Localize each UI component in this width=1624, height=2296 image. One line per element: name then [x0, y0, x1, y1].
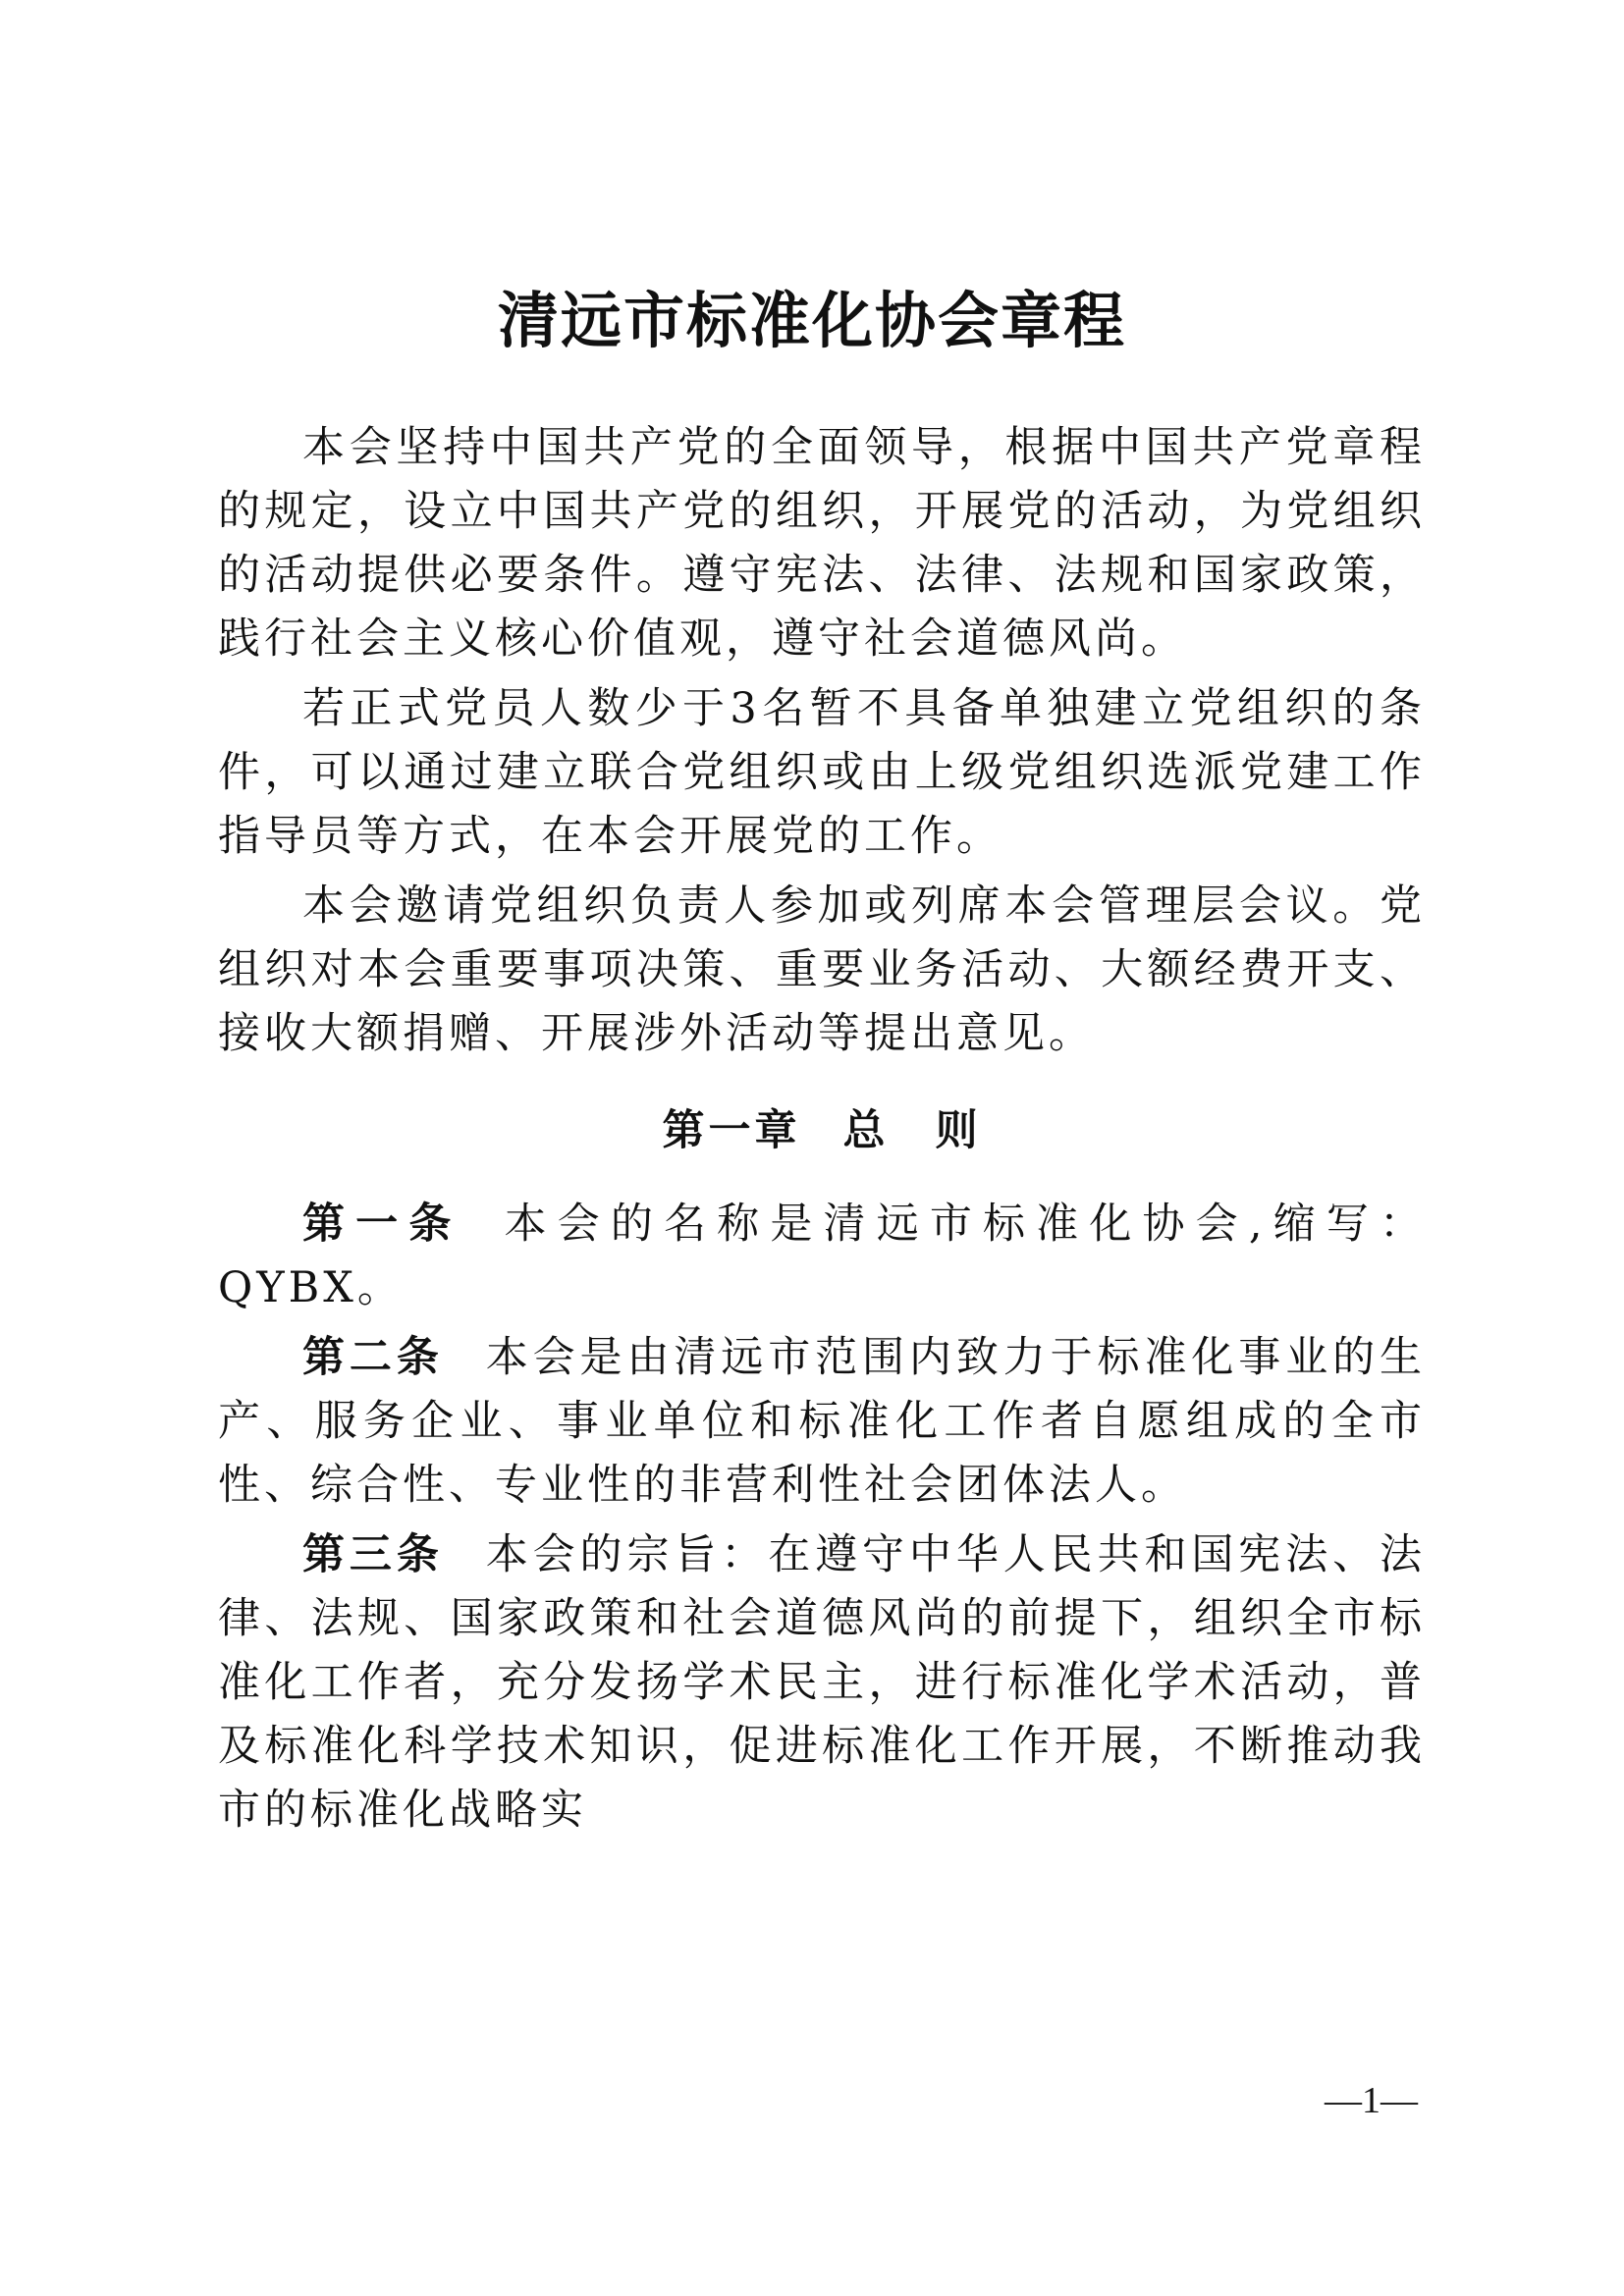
preamble-paragraph-1: 本会坚持中国共产党的全面领导，根据中国共产党章程的规定，设立中国共产党的组织，开展党的活动，为党组织的活动提供必要条件。遵守宪法、法律、法规和国家政策，践行社会主义核心价值观，遵守社会道德风尚。 [218, 423, 1426, 664]
article-2 [218, 1326, 1426, 1518]
chapter-name: 总 则 [842, 1106, 982, 1155]
preamble-paragraph-3: 本会邀请党组织负责人参加或列席本会管理层会议。党组织对本会重要事项决策、重要业务活动、大额经费开支、接收大额捐赠、开展涉外活动等提出意见。 [218, 881, 1426, 1058]
article-1-text: 本会的名称是清远市标准化协会,缩写：QYBX。 [218, 1200, 1426, 1312]
article-1 [218, 1193, 1426, 1320]
article-2-text: 本会是由清远市范围内致力于标准化事业的生产、服务企业、事业单位和标准化工作者自愿组成的全市性、综合性、专业性的非营利性社会团体法人。 [218, 1333, 1427, 1510]
document-title: 清远市标准化协会章程 [497, 285, 1126, 356]
chapter-heading [218, 1099, 1426, 1163]
article-1-label: 第一条 [302, 1200, 462, 1249]
chapter-number: 第一章 [662, 1106, 801, 1155]
article-2-label: 第二条 [302, 1333, 444, 1382]
article-3-label: 第三条 [302, 1530, 444, 1579]
document-body [218, 416, 1426, 1848]
page-number: —1— [1325, 2080, 1418, 2121]
preamble-paragraph-2: 若正式党员人数少于3名暂不具备单独建立党组织的条件，可以通过建立联合党组织或由上级党组织选派党建工作指导员等方式，在本会开展党的工作。 [218, 684, 1426, 861]
article-3-text: 本会的宗旨：在遵守中华人民共和国宪法、法律、法规、国家政策和社会道德风尚的前提下，组织全市标准化工作者，充分发扬学术民主，进行标准化学术活动，普及标准化科学技术知识，促进标准化工作开展，不断推动我市的标准化战略实 [218, 1530, 1427, 1835]
article-3 [218, 1523, 1426, 1842]
